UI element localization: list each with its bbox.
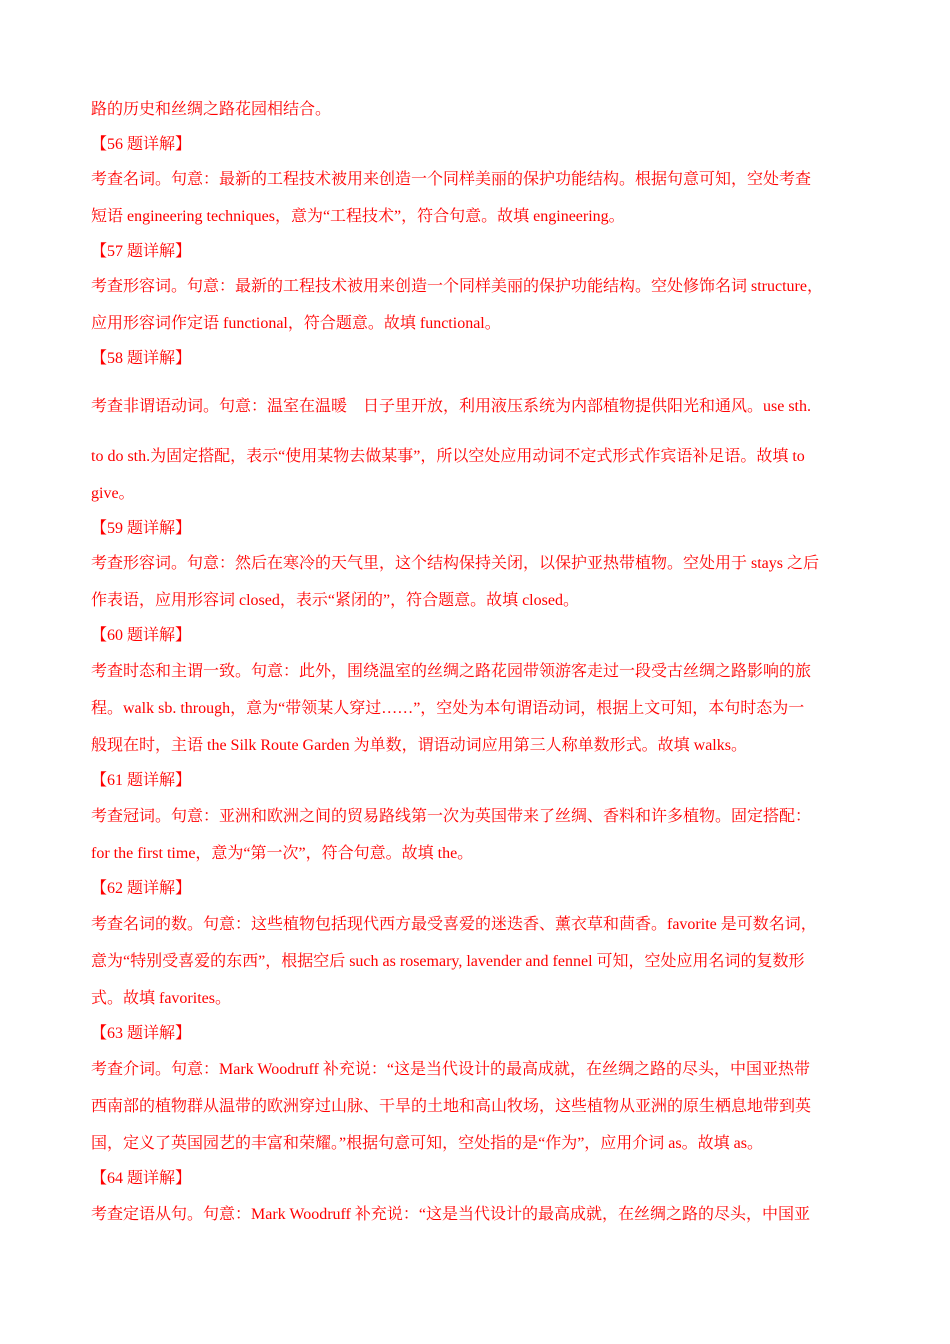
body-line: for the first time，意为“第一次”，符合句意。故填 the。 [91,845,474,862]
body-line: 意为“特别受喜爱的东西”，根据空后 such as rosemary, lavender and fennel 可知，空处应用名词的复数形 [91,953,805,970]
body-line: to do sth.为固定搭配，表示“使用某物去做某事”，所以空处应用动词不定式形式作宾语补足语。故填 to [91,448,805,465]
body-line: 路的历史和丝绸之路花园相结合。 [91,101,332,118]
body-line: 作表语，应用形容词 closed，表示“紧闭的”，符合题意。故填 closed。 [91,592,579,609]
body-line: 应用形容词作定语 functional，符合题意。故填 functional。 [91,315,501,332]
body-line: 考查定语从句。句意：Mark Woodruff 补充说：“这是当代设计的最高成就，在丝绸之路的尽头，中国亚 [91,1206,810,1223]
body-line: 考查时态和主谓一致。句意：此外，围绕温室的丝绸之路花园带领游客走过一段受古丝绸之路影响的旅 [91,663,812,680]
body-line: 考查形容词。句意：最新的工程技术被用来创造一个同样美丽的保护功能结构。空处修饰名词 structure， [91,278,823,295]
body-line: 考查冠词。句意：亚洲和欧洲之间的贸易路线第一次为英国带来了丝绸、香料和许多植物。固定搭配： [91,808,812,825]
section-heading: 【61 题详解】 [91,772,192,789]
body-line: 考查名词的数。句意：这些植物包括现代西方最受喜爱的迷迭香、薰衣草和茴香。favorite 是可数名词， [91,916,817,933]
body-line: give。 [91,485,135,502]
body-line: 程。walk sb. through，意为“带领某人穿过……”，空处为本句谓语动词，根据上文可知，本句时态为一 [91,700,805,717]
body-line: 国，定义了英国园艺的丰富和荣耀。”根据句意可知，空处指的是“作为”，应用介词 as。故填 as。 [91,1135,763,1152]
section-heading: 【64 题详解】 [91,1170,192,1187]
section-heading: 【62 题详解】 [91,880,192,897]
body-line: 考查名词。句意：最新的工程技术被用来创造一个同样美丽的保护功能结构。根据句意可知，空处考查 [91,171,812,188]
section-heading: 【58 题详解】 [91,350,192,367]
section-heading: 【60 题详解】 [91,627,192,644]
body-line: 短语 engineering techniques，意为“工程技术”，符合句意。故填 engineering。 [91,208,625,225]
body-line: 考查非谓语动词。句意：温室在温暖 日子里开放，利用液压系统为内部植物提供阳光和通风。use sth. [91,398,812,415]
section-heading: 【59 题详解】 [91,520,192,537]
body-line: 西南部的植物群从温带的欧洲穿过山脉、干旱的土地和高山牧场，这些植物从亚洲的原生栖息地带到英 [91,1098,812,1115]
body-line: 考查形容词。句意：然后在寒冷的天气里，这个结构保持关闭，以保护亚热带植物。空处用于 stays 之后 [91,555,820,572]
body-line: 式。故填 favorites。 [91,990,231,1007]
section-heading: 【63 题详解】 [91,1025,192,1042]
section-heading: 【57 题详解】 [91,243,192,260]
body-line: 考查介词。句意：Mark Woodruff 补充说：“这是当代设计的最高成就，在丝绸之路的尽头，中国亚热带 [91,1061,810,1078]
section-heading: 【56 题详解】 [91,136,192,153]
body-line: 般现在时，主语 the Silk Route Garden 为单数，谓语动词应用第三人称单数形式。故填 walks。 [91,737,747,754]
